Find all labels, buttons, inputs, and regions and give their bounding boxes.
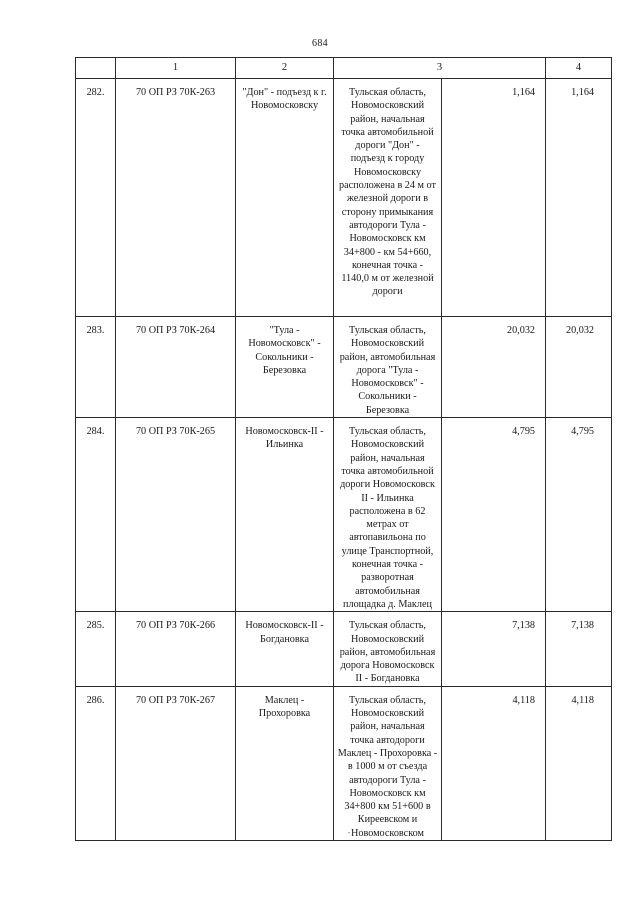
header-cell-blank xyxy=(76,58,116,79)
road-description-line: Новомосковск" - xyxy=(351,378,424,390)
road-description-line: Сокольники - xyxy=(358,391,417,403)
road-description-line: Новомосковский xyxy=(350,439,425,451)
road-description-line: Новомосковский xyxy=(350,708,425,720)
table-row xyxy=(76,686,612,840)
road-description-line: район, начальная xyxy=(350,721,425,733)
road-description-line: Тульская область, xyxy=(349,426,426,438)
road-description-line: точка автодороги xyxy=(350,734,425,746)
road-name-line: Новомосковску xyxy=(250,100,319,112)
table-row xyxy=(76,317,612,418)
table-row xyxy=(76,612,612,686)
road-description-line: расположена в 62 xyxy=(349,505,426,517)
road-length: 4,118 xyxy=(442,686,546,840)
road-description-line: точка автомобильной xyxy=(341,465,434,477)
road-description xyxy=(334,317,442,418)
road-code: 70 ОП РЗ 70К-265 xyxy=(116,418,236,612)
row-number: 283. xyxy=(76,317,116,418)
road-description-line: точка автомобильной xyxy=(341,126,434,138)
page-number: 684 xyxy=(312,38,328,49)
road-description-line: сторону примыкания xyxy=(341,206,434,218)
road-description-line: разворотная xyxy=(361,572,414,584)
road-length: 7,138 xyxy=(442,612,546,686)
road-code: 70 ОП РЗ 70К-266 xyxy=(116,612,236,686)
road-description-line: автомобильная xyxy=(355,585,420,597)
road-description-line: метрах от xyxy=(366,519,409,531)
road-length: 20,032 xyxy=(442,317,546,418)
road-description-line: 1140,0 м от железной xyxy=(341,273,434,285)
road-description-line: Новомосковский xyxy=(350,633,425,645)
road-description-line: железной дороги в xyxy=(346,193,429,205)
table-body xyxy=(76,79,612,841)
road-description-line: Маклец - Прохоровка - xyxy=(337,747,438,759)
road-length-total: 4,795 xyxy=(546,418,612,612)
road-description-line: 34+800 - км 54+660, xyxy=(343,246,432,258)
road-description-line: автодороги Тула - xyxy=(349,774,426,786)
road-description-line: Новомосковску xyxy=(353,166,422,178)
road-name-line: Ильинка xyxy=(265,439,304,451)
road-name-line: Новомосковск" - xyxy=(248,338,321,350)
road-description-line: Тульская область, xyxy=(349,87,426,98)
road-length-total: 4,118 xyxy=(546,686,612,840)
road-name-line: Новомосковск-II - xyxy=(245,620,324,632)
road-name-line: Прохоровка xyxy=(258,708,311,720)
road-description-line: расположена в 24 м от xyxy=(339,180,436,192)
road-length-total: 1,164 xyxy=(546,79,612,317)
road-name xyxy=(236,686,334,840)
road-description-line: площадка д. Маклец xyxy=(343,598,432,610)
road-code: 70 ОП РЗ 70К-263 xyxy=(116,79,236,317)
road-name xyxy=(236,418,334,612)
road-description-line: Тульская область, xyxy=(349,325,426,336)
road-description-line: дорога Новомосковск xyxy=(340,660,435,672)
road-code: 70 ОП РЗ 70К-267 xyxy=(116,686,236,840)
road-name xyxy=(236,612,334,686)
road-description xyxy=(334,79,442,317)
road-code: 70 ОП РЗ 70К-264 xyxy=(116,317,236,418)
road-description-line: район, начальная xyxy=(350,452,425,464)
road-name-line: "Тула - xyxy=(269,325,300,336)
road-description-line: в 1000 м от съезда xyxy=(347,761,428,773)
road-description-line: II - Ильинка xyxy=(361,492,414,504)
road-description xyxy=(334,418,442,612)
road-description-line: дороги Новомосковск xyxy=(340,479,435,491)
road-description-line: автопавильона по xyxy=(349,532,426,544)
road-length: 1,164 xyxy=(442,79,546,317)
road-description-line: район, начальная xyxy=(350,113,425,125)
road-description-line: 34+800 км 51+600 в xyxy=(344,801,431,813)
road-description-line: конечная точка - xyxy=(351,559,424,571)
road-description-line: район, автомобильная xyxy=(339,646,436,658)
road-description-line: Тульская область, xyxy=(349,620,426,632)
table-header-row xyxy=(76,58,612,79)
road-description xyxy=(334,686,442,840)
row-number: 284. xyxy=(76,418,116,612)
road-description-line: район, автомобильная xyxy=(339,351,436,363)
roads-table xyxy=(75,57,612,841)
road-name-line: Богдановка xyxy=(260,633,309,645)
road-name-line: Березовка xyxy=(262,364,307,376)
road-length: 4,795 xyxy=(442,418,546,612)
road-description-line: дороги xyxy=(372,286,403,298)
header-cell-4: 4 xyxy=(546,58,612,79)
road-description-line: улице Транспортной, xyxy=(341,545,434,557)
road-description-line: конечная точка - xyxy=(351,259,424,271)
road-length-total: 20,032 xyxy=(546,317,612,418)
road-description-line: дороги "Дон" - xyxy=(355,140,420,152)
footer-mark: . xyxy=(348,826,350,835)
road-length-total: 7,138 xyxy=(546,612,612,686)
table-row xyxy=(76,79,612,317)
row-number: 286. xyxy=(76,686,116,840)
road-description-line: Новомосковский xyxy=(350,338,425,350)
road-description-line: Новомосковск км xyxy=(349,233,426,245)
road-name xyxy=(236,79,334,317)
road-name-line: Новомосковск-II - xyxy=(245,426,324,438)
road-description-line: Новомосковский xyxy=(350,100,425,112)
header-cell-2: 2 xyxy=(236,58,334,79)
road-description-line: Тульская область, xyxy=(349,694,426,706)
road-description xyxy=(334,612,442,686)
header-cell-1: 1 xyxy=(116,58,236,79)
road-description-line: подъезд к городу xyxy=(350,153,425,165)
table-row xyxy=(76,418,612,612)
road-description-line: II - Богдановка xyxy=(355,673,420,685)
road-description-line: автодороги Тула - xyxy=(349,219,426,231)
row-number: 282. xyxy=(76,79,116,317)
road-name-line: Сокольники - xyxy=(255,351,314,363)
road-description-line: Киреевском и xyxy=(357,814,418,826)
road-description-line: Березовка xyxy=(365,404,410,416)
road-description-line: Новомосковском xyxy=(351,827,424,839)
road-description-line: Новомосковск км xyxy=(349,787,426,799)
row-number: 285. xyxy=(76,612,116,686)
road-name xyxy=(236,317,334,418)
road-name-line: Маклец - xyxy=(264,694,305,706)
road-description-line: дорога "Тула - xyxy=(356,364,419,376)
road-name-line: "Дон" - подъезд к г. xyxy=(242,87,327,98)
header-cell-3: 3 xyxy=(334,58,546,79)
